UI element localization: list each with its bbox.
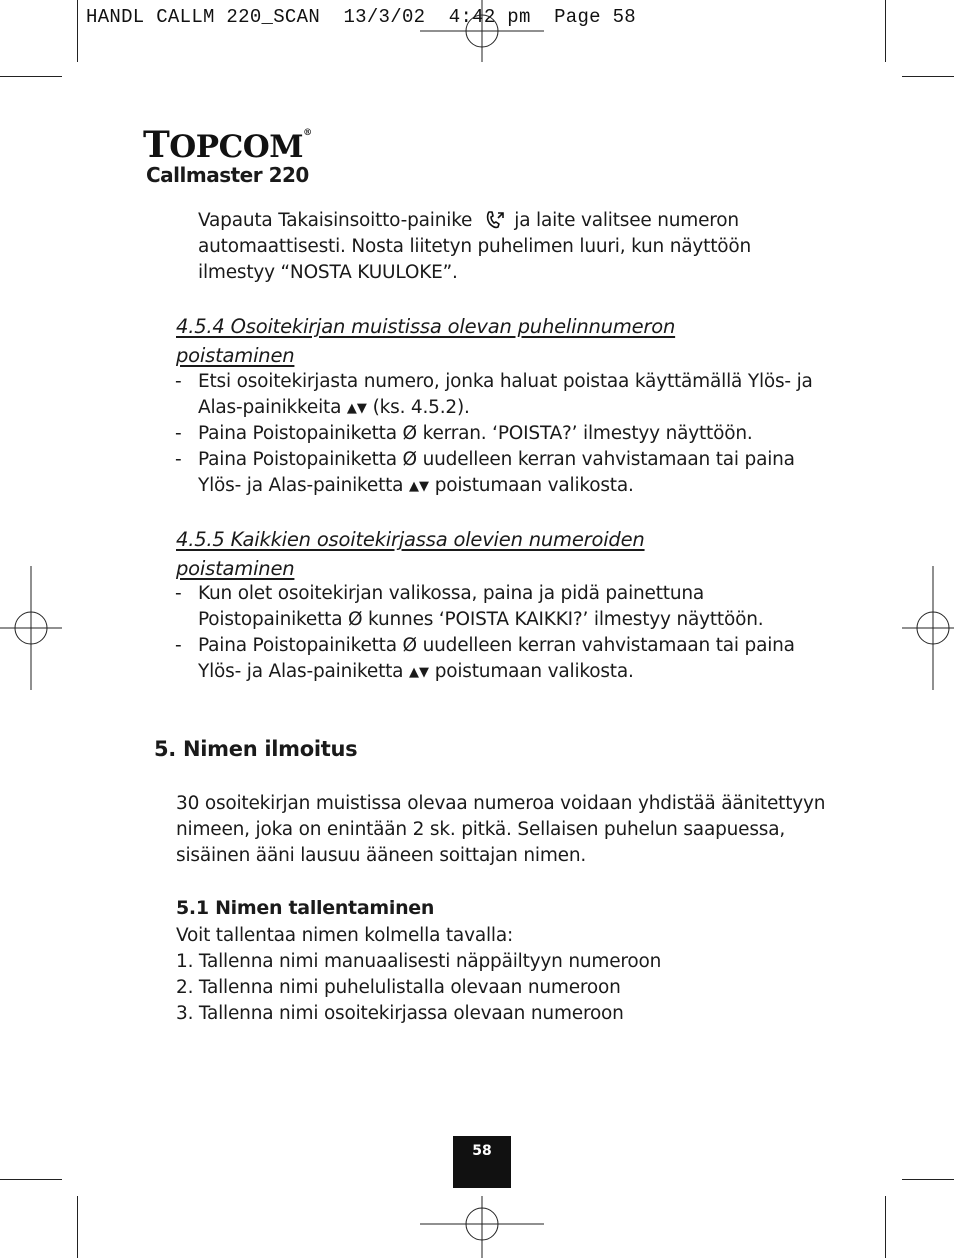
up-down-arrows-icon: ▲▼ [409, 665, 430, 680]
page-number: 58 [453, 1136, 511, 1188]
print-slug: HANDL CALLM 220_SCAN 13/3/02 4:42 pm Page 58 [86, 6, 636, 28]
registration-mark-left [0, 566, 64, 692]
list-item: - Paina Poistopainiketta Ø uudelleen kerran vahvistamaan tai paina Ylös- ja Alas-painiketta ▲▼ poistumaan valikosta. [175, 633, 795, 685]
section-4-5-5-list [175, 581, 795, 685]
intro-paragraph: Vapauta Takaisinsoitto-painike ja laite valitsee numeron automaattisesti. Nosta liitetyn puhelimen luuri, kun näyttöön ilmestyy “NOSTA KUULOKE”. [198, 210, 752, 283]
section-5-1-list: Voit tallentaa nimen kolmella tavalla: 1. Tallenna nimi manuaalisesti näppäiltyyn numeroon 2. Tallenna nimi puhelulistalla olevaan numeroon 3. Tallenna nimi osoitekirjassa olevaan numeroon [176, 925, 662, 1024]
callback-phone-icon [484, 208, 506, 230]
section-4-5-5-title: 4.5.5 Kaikkien osoitekirjassa olevien numeroiden poistaminen [176, 528, 645, 580]
section-4-5-4-list [175, 369, 813, 499]
section-5-paragraph: 30 osoitekirjan muistissa olevaa numeroa voidaan yhdistää äänitettyyn nimeen, joka on enintään 2 sk. pitkä. Sellaisen puhelun saapuessa, sisäinen ääni lausuu ääneen soittajan nimen. [176, 793, 826, 866]
registration-mark-right [900, 566, 954, 692]
registration-mark-top [420, 0, 546, 62]
up-down-arrows-icon: ▲▼ [346, 401, 367, 416]
registration-mark-bottom [420, 1196, 546, 1258]
section-5-1-title: 5.1 Nimen tallentaminen [176, 897, 435, 919]
up-down-arrows-icon: ▲▼ [409, 479, 430, 494]
list-item: - Etsi osoitekirjasta numero, jonka haluat poistaa käyttämällä Ylös- ja Alas-painikkeita ▲▼ (ks. 4.5.2). [175, 369, 813, 421]
list-item: - Paina Poistopainiketta Ø uudelleen kerran vahvistamaan tai paina Ylös- ja Alas-painiketta ▲▼ poistumaan valikosta. [175, 447, 813, 499]
section-5-title: 5. Nimen ilmoitus [154, 737, 358, 761]
model-name: Callmaster 220 [146, 163, 309, 187]
list-item: - Paina Poistopainiketta Ø kerran. ‘POISTA?’ ilmestyy näyttöön. [175, 423, 753, 444]
section-4-5-4-title: 4.5.4 Osoitekirjan muistissa olevan puhelinnumeron poistaminen [176, 315, 676, 367]
topcom-logo: TOPCOM® [143, 124, 312, 166]
list-item: - Kun olet osoitekirjan valikossa, paina ja pidä painettuna Poistopainiketta Ø kunnes ‘POISTA KAIKKI?’ ilmestyy näyttöön. [175, 583, 764, 630]
